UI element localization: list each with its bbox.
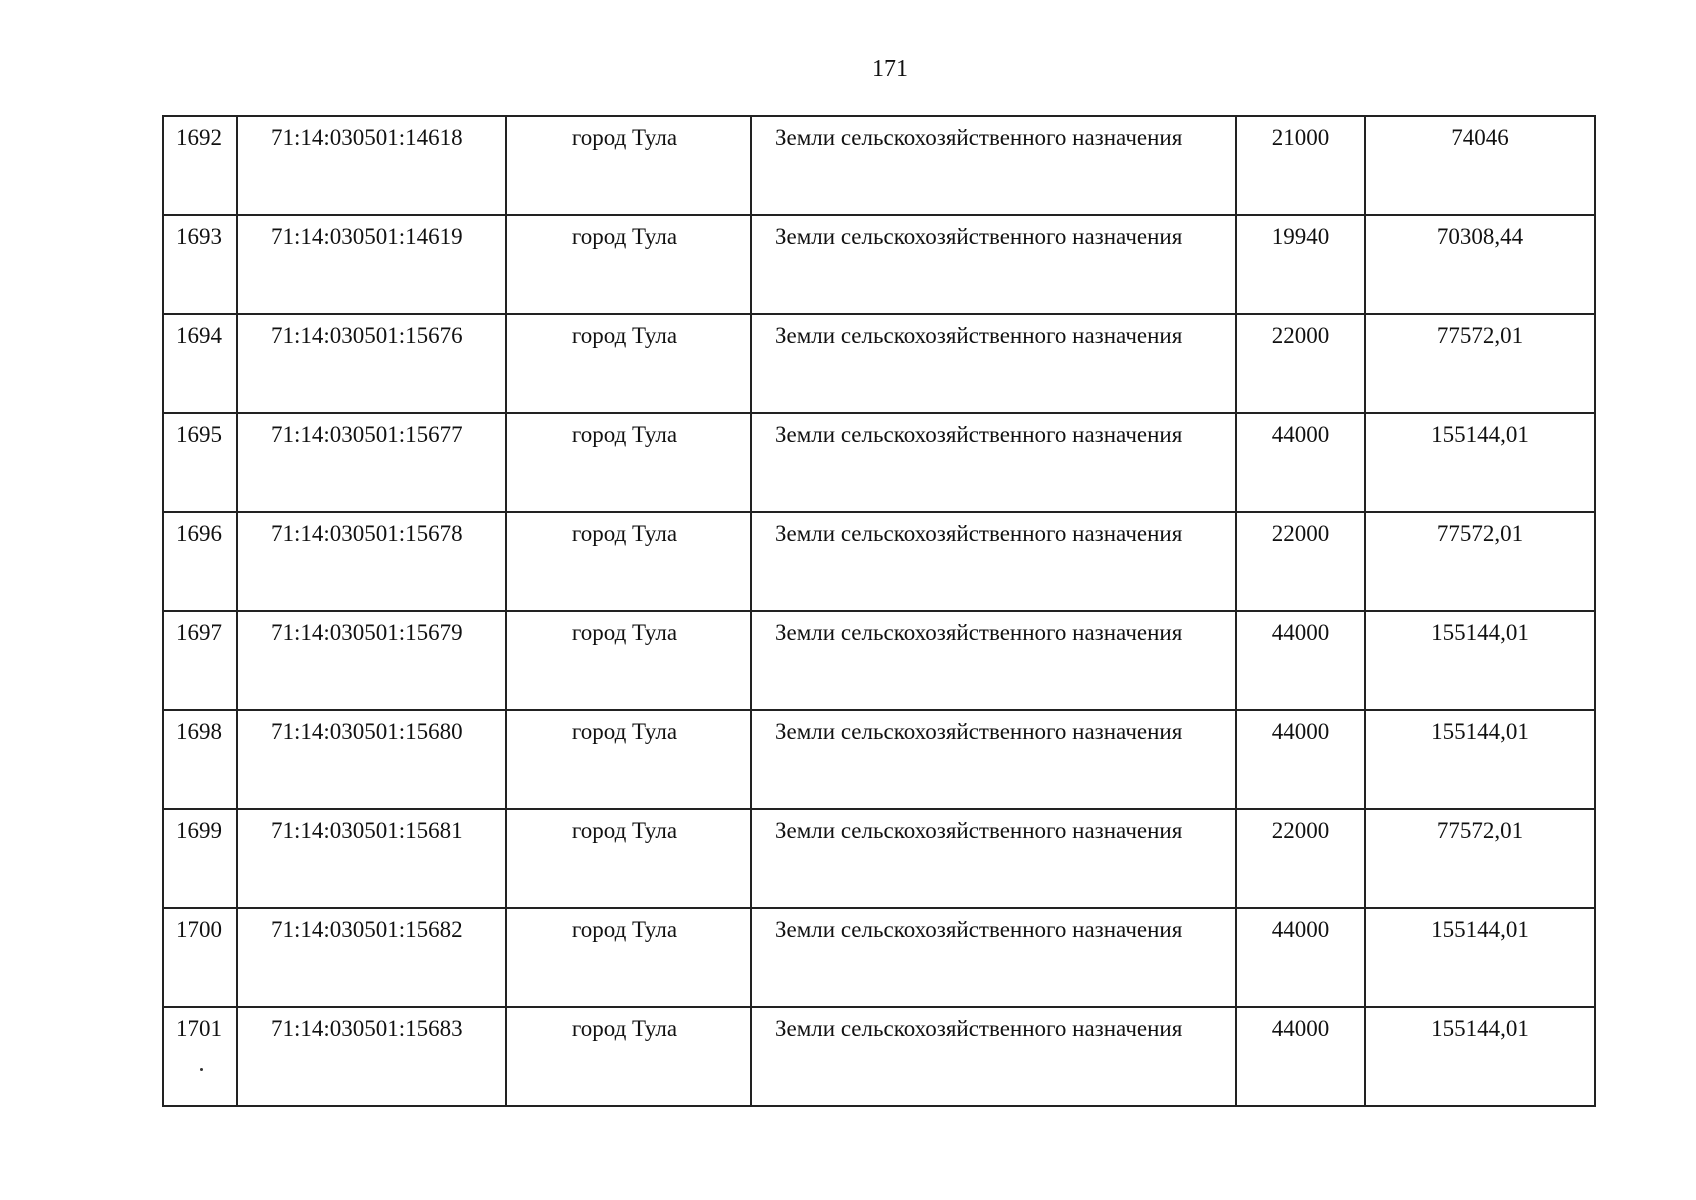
- row-number-cell: 1697: [163, 611, 237, 710]
- location-cell: город Тула: [506, 215, 751, 314]
- row-number-cell: 1694: [163, 314, 237, 413]
- table-row: [163, 908, 1595, 1007]
- location-cell: город Тула: [506, 314, 751, 413]
- land-category-cell: Земли сельскохозяйственного назначения: [751, 908, 1236, 1007]
- table-row: [163, 116, 1595, 215]
- cadastral-number-cell: 71:14:030501:15676: [237, 314, 506, 413]
- area-cell: 44000: [1236, 710, 1365, 809]
- cadastral-number-cell: 71:14:030501:15678: [237, 512, 506, 611]
- location-cell: город Тула: [506, 512, 751, 611]
- land-category-cell: Земли сельскохозяйственного назначения: [751, 314, 1236, 413]
- location-cell: город Тула: [506, 611, 751, 710]
- land-category-cell: Земли сельскохозяйственного назначения: [751, 215, 1236, 314]
- row-number-cell: 1699: [163, 809, 237, 908]
- cadastral-number-cell: 71:14:030501:15681: [237, 809, 506, 908]
- table-row: [163, 611, 1595, 710]
- table-row: [163, 1007, 1595, 1106]
- land-registry-table: [162, 115, 1596, 1107]
- cadastral-value-cell: 77572,01: [1365, 512, 1595, 611]
- row-number-cell: 1700: [163, 908, 237, 1007]
- land-category-cell: Земли сельскохозяйственного назначения: [751, 809, 1236, 908]
- cadastral-value-cell: 155144,01: [1365, 611, 1595, 710]
- land-category-cell: Земли сельскохозяйственного назначения: [751, 116, 1236, 215]
- cadastral-value-cell: 77572,01: [1365, 809, 1595, 908]
- location-cell: город Тула: [506, 809, 751, 908]
- cadastral-number-cell: 71:14:030501:14618: [237, 116, 506, 215]
- land-category-cell: Земли сельскохозяйственного назначения: [751, 611, 1236, 710]
- land-category-cell: Земли сельскохозяйственного назначения: [751, 710, 1236, 809]
- scan-speck: [200, 1068, 203, 1071]
- cadastral-number-cell: 71:14:030501:15679: [237, 611, 506, 710]
- area-cell: 19940: [1236, 215, 1365, 314]
- location-cell: город Тула: [506, 413, 751, 512]
- area-cell: 22000: [1236, 314, 1365, 413]
- row-number-cell: 1693: [163, 215, 237, 314]
- table-row: [163, 314, 1595, 413]
- row-number-cell: 1698: [163, 710, 237, 809]
- area-cell: 44000: [1236, 1007, 1365, 1106]
- location-cell: город Тула: [506, 710, 751, 809]
- row-number-cell: 1701: [163, 1007, 237, 1106]
- cadastral-value-cell: 155144,01: [1365, 908, 1595, 1007]
- row-number-cell: 1695: [163, 413, 237, 512]
- area-cell: 44000: [1236, 413, 1365, 512]
- cadastral-number-cell: 71:14:030501:15680: [237, 710, 506, 809]
- land-category-cell: Земли сельскохозяйственного назначения: [751, 1007, 1236, 1106]
- cadastral-value-cell: 155144,01: [1365, 1007, 1595, 1106]
- land-category-cell: Земли сельскохозяйственного назначения: [751, 512, 1236, 611]
- table-row: [163, 809, 1595, 908]
- table-row: [163, 710, 1595, 809]
- cadastral-value-cell: 77572,01: [1365, 314, 1595, 413]
- cadastral-value-cell: 155144,01: [1365, 710, 1595, 809]
- page-number: 171: [872, 56, 908, 82]
- cadastral-value-cell: 74046: [1365, 116, 1595, 215]
- cadastral-number-cell: 71:14:030501:15682: [237, 908, 506, 1007]
- area-cell: 44000: [1236, 611, 1365, 710]
- cadastral-value-cell: 70308,44: [1365, 215, 1595, 314]
- area-cell: 22000: [1236, 809, 1365, 908]
- table-body: [163, 116, 1595, 1106]
- cadastral-number-cell: 71:14:030501:15677: [237, 413, 506, 512]
- cadastral-number-cell: 71:14:030501:15683: [237, 1007, 506, 1106]
- location-cell: город Тула: [506, 116, 751, 215]
- row-number-cell: 1692: [163, 116, 237, 215]
- table-row: [163, 215, 1595, 314]
- table-row: [163, 413, 1595, 512]
- area-cell: 44000: [1236, 908, 1365, 1007]
- cadastral-value-cell: 155144,01: [1365, 413, 1595, 512]
- location-cell: город Тула: [506, 1007, 751, 1106]
- table-row: [163, 512, 1595, 611]
- row-number-cell: 1696: [163, 512, 237, 611]
- area-cell: 22000: [1236, 512, 1365, 611]
- location-cell: город Тула: [506, 908, 751, 1007]
- area-cell: 21000: [1236, 116, 1365, 215]
- land-category-cell: Земли сельскохозяйственного назначения: [751, 413, 1236, 512]
- cadastral-number-cell: 71:14:030501:14619: [237, 215, 506, 314]
